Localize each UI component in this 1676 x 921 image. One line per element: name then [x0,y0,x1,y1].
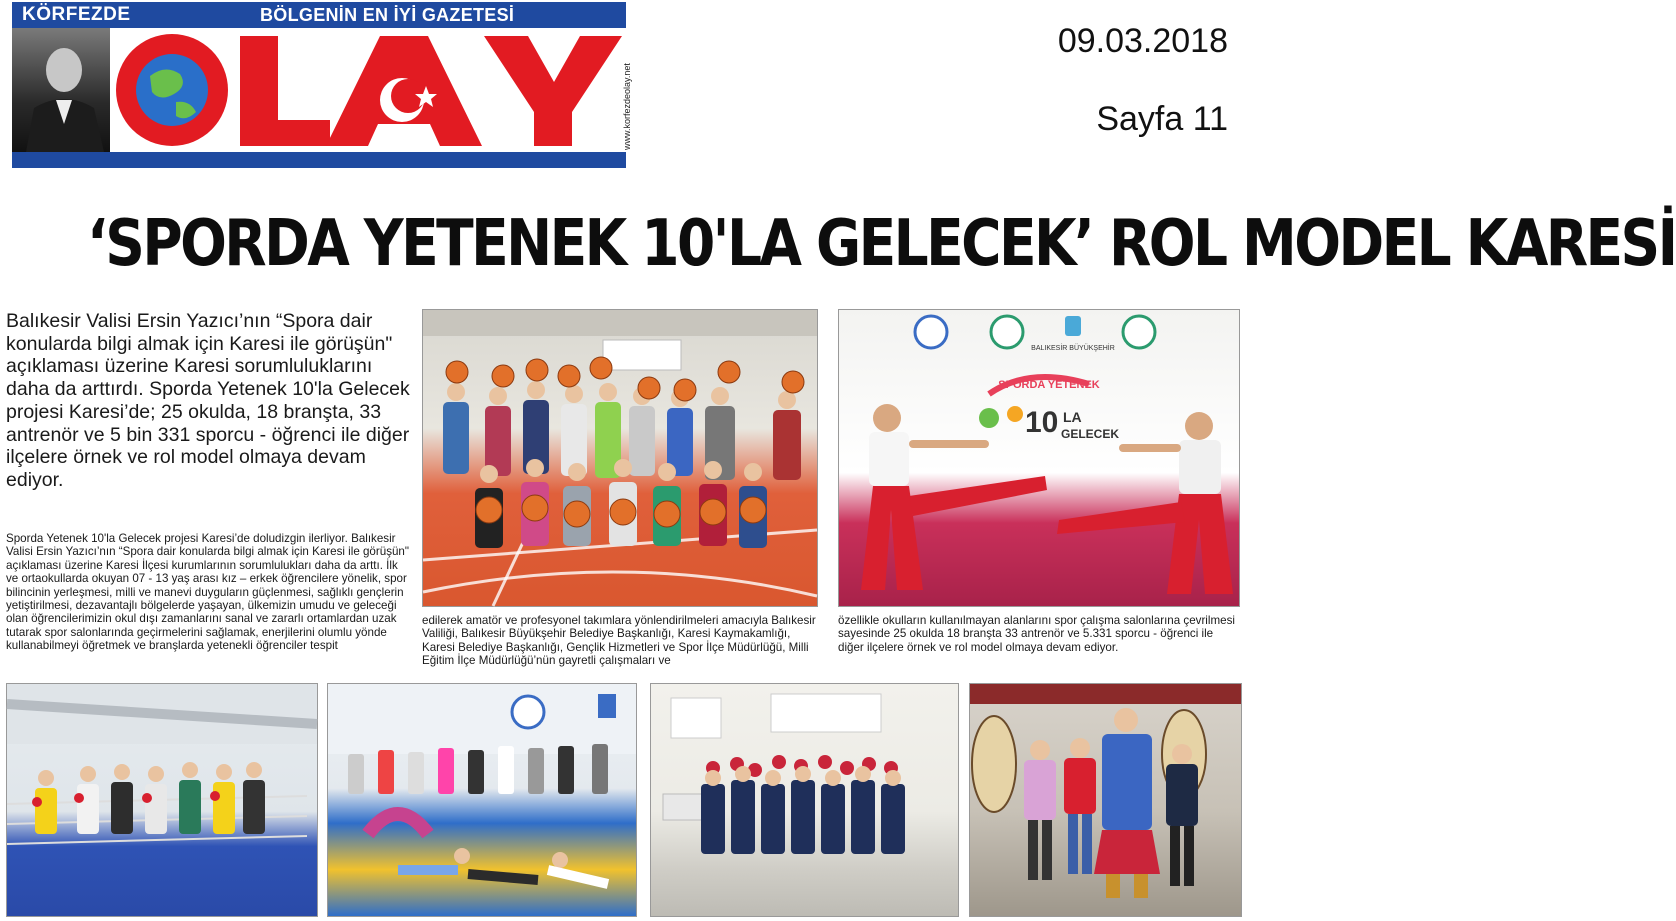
boxing-ring-scene [7,684,317,916]
photo-banner-text: SPORDA YETENEK [998,379,1100,391]
masthead-slogan: BÖLGENİN EN İYİ GAZETESİ [260,5,515,25]
article-lead: Balıkesir Valisi Ersin Yazıcı’nın “Spora dair konularda bilgi almak için Karesi ile görüşün" açıklaması üzerine Karesi sorumluluklarını daha da arttırdı. Sporda Yetenek 10'la Gelecek projesi Karesi’de; 25 okulda, 18 branşta, 33 antrenör ve 5 bin 331 sporcu - öğrenci ile diğer ilçelere örnek ve rol model olmaya devam ediyor. [6,310,410,491]
masthead-website: www.korfezdeolay.net [622,63,632,150]
table-tennis-scene [651,684,958,916]
photo-banner-gelecek: GELECEK [1061,427,1120,441]
photo-table-tennis [650,683,959,917]
article-body-column-2: edilerek amatör ve profesyonel takımlara yönlendirilmeleri amacıyla Balıkesir Valiliği, Balıkesir Büyükşehir Belediye Başkanlığı, Karesi Kaymakamlığı, Karesi Belediye Başkanlığı, Gençlik Hizmetleri ve Spor İlçe Müdürlüğü, Milli Eğitim İlçe Müdürlüğü’nün gayretli çalışmaları ve [422,614,816,668]
article-body-column-1: Sporda Yetenek 10'la Gelecek projesi Karesi’de doludizgin ilerliyor. Balıkesir Valisi Ersin Yazıcı’nın “Spora dair konularda bilgi almak için Karesi ile görüşün" açıklaması üzerine Karesi İlçesi kurumlarının sorumlulukları daha da arttı. İlk ve ortaokullarda okuyan 07 - 13 yaş arası kız – erkek öğrencilere yönelik, spor bilincinin yerleşmesi, milli ve manevi duyguların güçlenmesi, sağlıklı gençlerin yetiştirilmesi, dezavantajlı bölgelerde yaşayan, ülkemizin umudu ve geleceği olan öğrencilerimizin okul dışı zamanlarını sanal ve zararlı ortamlardan uzak tutarak spor salonlarında geçirmelerini sağlamak, enerjilerini olumlu yönde kullanabilmeyi öğretmek ve branşlarda yetenekli öğrenciler tespit [6,532,410,653]
photo-boxing-ring [6,683,318,917]
masthead-city: KÖRFEZDE [22,4,131,25]
masthead-bottom-bar [12,152,626,168]
issue-date: 09.03.2018 [1057,22,1228,60]
photo-gymnastics [327,683,637,917]
archery-scene [970,684,1241,916]
photo-banner-10: 10 [1025,406,1059,439]
portrait-illustration [12,28,110,152]
photo-basketball-class [422,309,818,607]
photo-banner-la: LA [1063,409,1082,425]
article-body-column-3: özellikle okulların kullanılmayan alanlarını spor çalışma salonlarına çevrilmesi sayesinde 25 okulda 18 branşta 33 antrenör ve 5.331 sporcu - öğrenci ile diğer ilçelere örnek ve rol model olmaya devam ediyor. [838,614,1235,654]
masthead-portrait [12,28,110,152]
olay-wordmark [110,28,620,152]
basketball-scene [423,310,817,606]
issue-page: Sayfa 11 [1096,100,1228,138]
masthead-logo [12,2,632,168]
kickboxing-scene [839,310,1239,606]
gymnastics-scene [328,684,636,916]
photo-archery-costume [969,683,1242,917]
photo-logo-caption: BALIKESİR BÜYÜKŞEHİR [1031,345,1115,352]
headline: ‘SPORDA YETENEK 10'LA GELECEK’ ROL MODEL KARESİ [86,207,1676,281]
photo-kickboxing-demo [838,309,1240,607]
